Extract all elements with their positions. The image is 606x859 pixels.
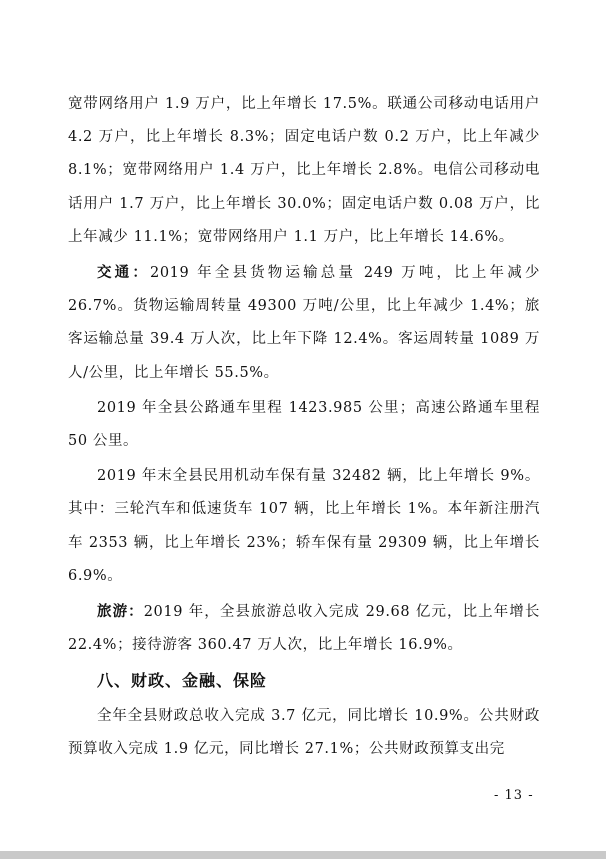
- page-bottom-edge: [0, 851, 606, 859]
- page-content: [68, 88, 540, 768]
- highway-paragraph: 2019 年全县公路通车里程 1423.985 公里；高速公路通车里程 50 公里。: [68, 399, 540, 450]
- section-heading: 八、财政、金融、保险: [97, 671, 268, 691]
- transport-lead: 交通：: [97, 264, 151, 282]
- page-number: - 13 -: [494, 788, 534, 803]
- telecom-paragraph: 宽带网络用户 1.9 万户，比上年增长 17.5%。联通公司移动电话用户 4.2 万户，比上年增长 8.3%；固定电话户数 0.2 万户，比上年减少 8.1%；宽带网络用户 1.4 万户，比上年增长 2.8%。电信公司移动电话用户 1.7 万户，比上年增长 30.0%；固定电话户数 0.08 万户，比上年减少 11.1%；宽带网络用户 1.1 万户，比上年增长 14.6%。: [68, 96, 540, 245]
- transport-text: 2019 年全县货物运输总量 249 万吨，比上年减少 26.7%。货物运输周转量 49300 万吨/公里，比上年减少 1.4%；旅客运输总量 39.4 万人次，比上年下降 12.4%。客运周转量 1089 万人/公里，比上年增长 55.5%。: [68, 265, 540, 381]
- transport-paragraph: [68, 256, 540, 390]
- vehicles-paragraph: 2019 年末全县民用机动车保有量 32482 辆，比上年增长 9%。其中：三轮汽车和低速货车 107 辆，比上年增长 1%。本年新注册汽车 2353 辆，比上年增长 23%；轿车保有量 29309 辆，比上年增长 6.9%。: [68, 468, 540, 584]
- tourism-paragraph: [68, 595, 540, 662]
- tourism-lead: 旅游：: [97, 603, 144, 621]
- tourism-text: 2019 年，全县旅游总收入完成 29.68 亿元，比上年增长 22.4%；接待游客 360.47 万人次，比上年增长 16.9%。: [68, 604, 540, 654]
- finance-paragraph: 全年全县财政总收入完成 3.7 亿元，同比增长 10.9%。公共财政预算收入完成 1.9 亿元，同比增长 27.1%；公共财政预算支出完: [68, 707, 540, 757]
